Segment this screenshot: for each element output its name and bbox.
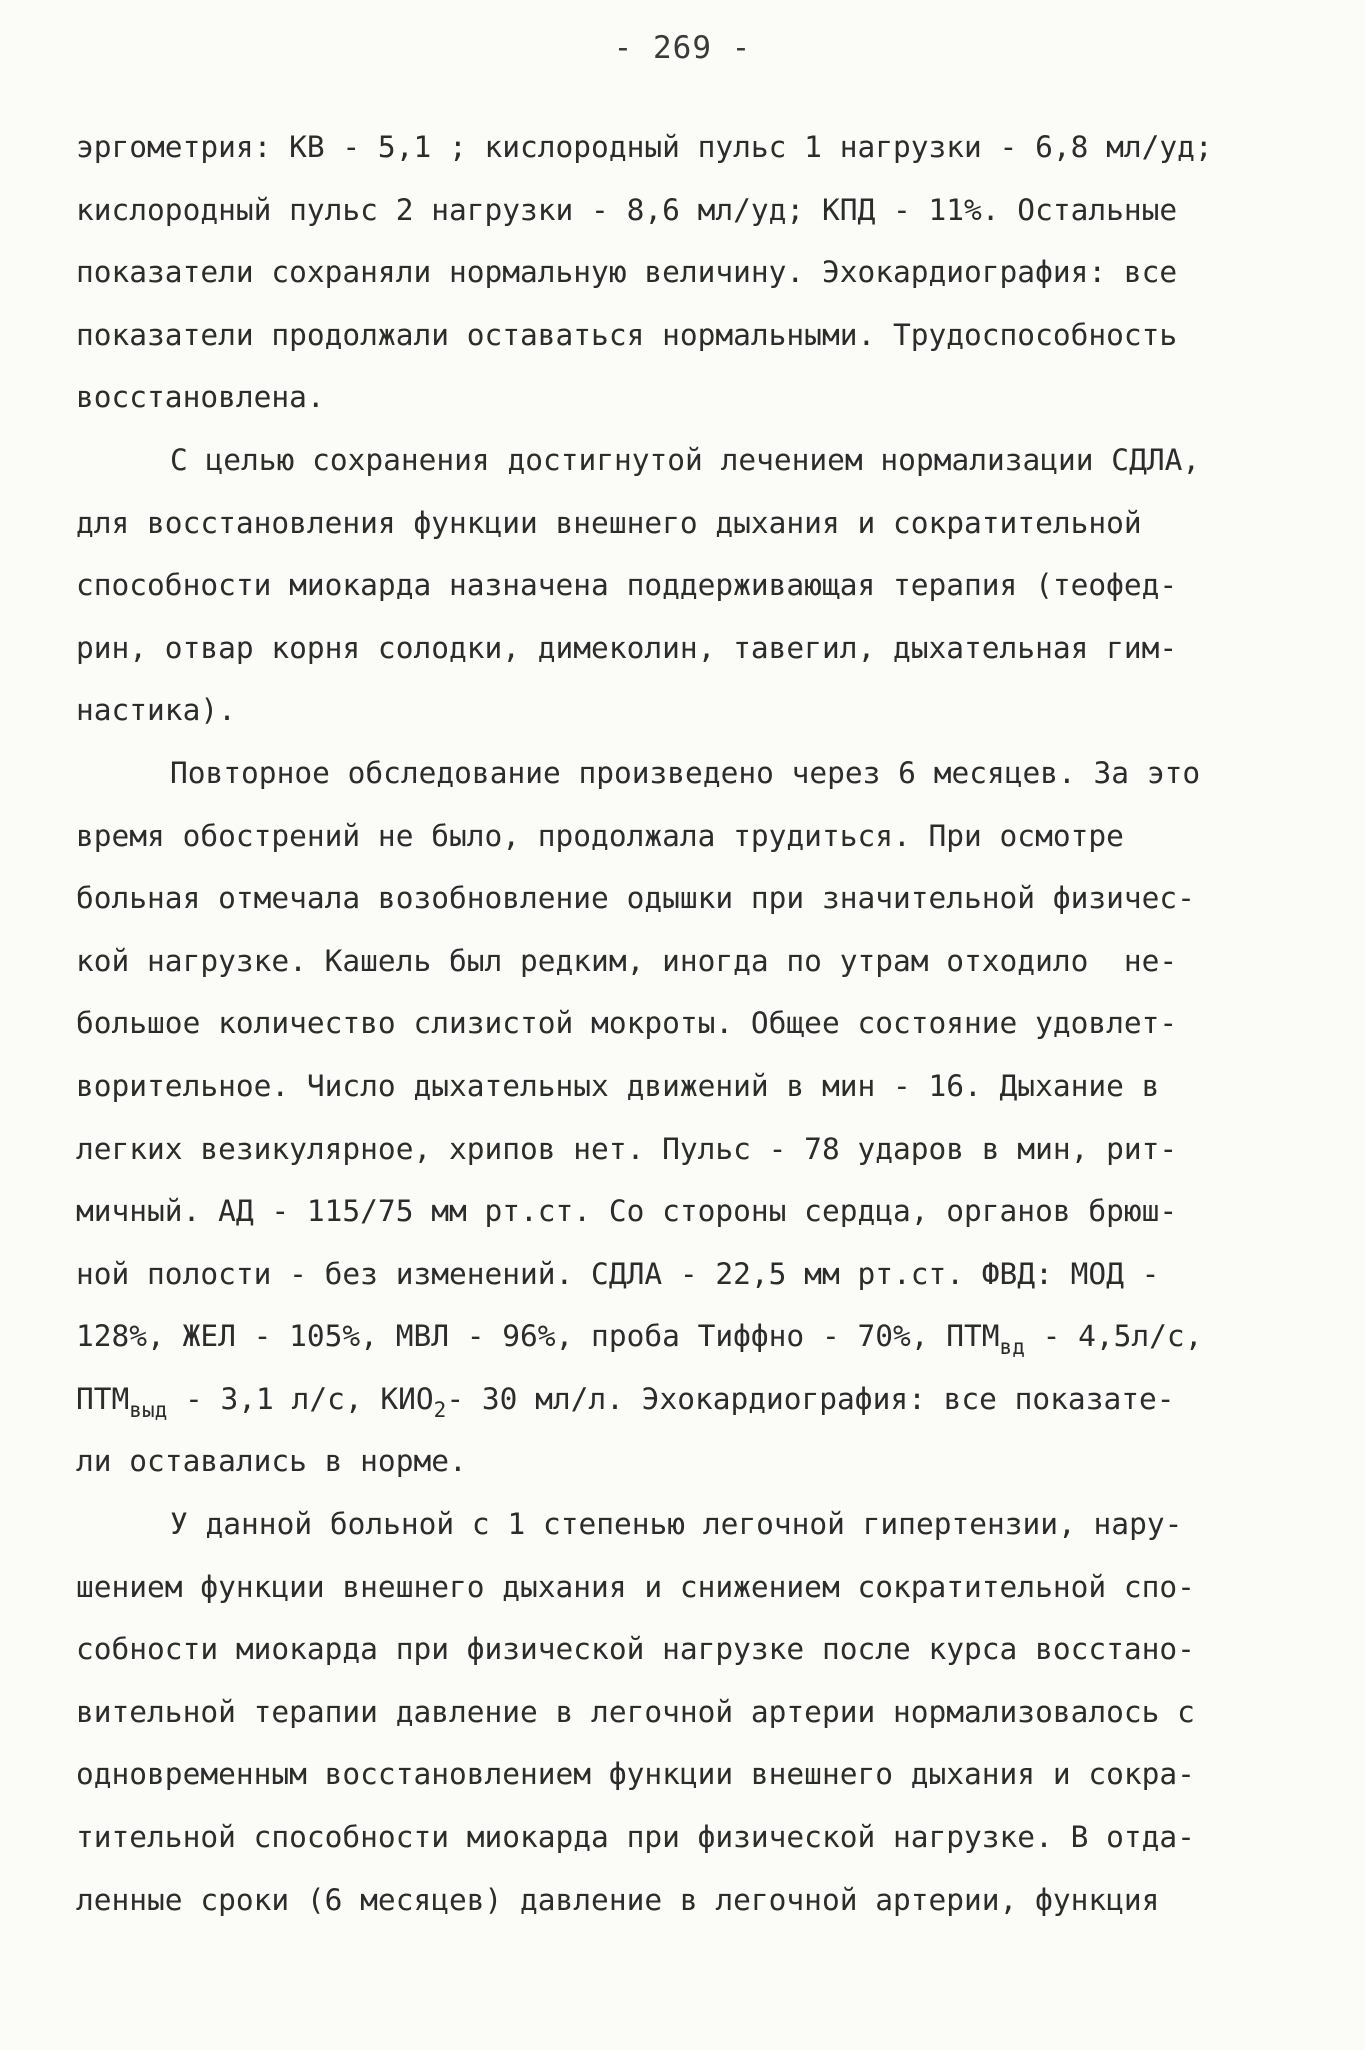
text-line: ли оставались в норме. <box>76 1444 467 1479</box>
text-line: для восстановления функции внешнего дыхания и сократительной <box>76 505 1142 540</box>
text-line-with-subscript <box>76 1305 1306 1368</box>
text-line: рин, отвар корня солодки, димеколин, тавегил, дыхательная гим- <box>76 630 1178 665</box>
text-line: время обострений не было, продолжала трудиться. При осмотре <box>76 818 1124 853</box>
text-line: кислородный пульс 2 нагрузки - 8,6 мл/уд; КПД - 11%. Остальные <box>76 192 1178 227</box>
text-fragment: 128%, ЖЕЛ - 105%, МВЛ - 96%, проба Тиффно - 70%, ПТМ <box>76 1319 1000 1354</box>
text-fragment: ПТМ <box>76 1381 130 1416</box>
text-line: тительной способности миокарда при физической нагрузке. В отда- <box>76 1820 1195 1855</box>
text-line: восстановлена. <box>76 380 325 415</box>
text-line: способности миокарда назначена поддерживающая терапия (теофед- <box>76 568 1178 603</box>
text-line-with-subscript <box>76 1368 1306 1431</box>
text-line: легких везикулярное, хрипов нет. Пульс - 78 ударов в мин, рит- <box>76 1131 1178 1166</box>
text-line: кой нагрузке. Кашель был редким, иногда по утрам отходило не- <box>76 943 1178 978</box>
text-line: больная отмечала возобновление одышки при значительной физичес- <box>76 881 1195 916</box>
text-line: эргометрия: КВ - 5,1 ; кислородный пульс 1 нагрузки - 6,8 мл/уд; <box>76 130 1213 164</box>
page-number: - 269 - <box>613 30 752 66</box>
paragraph-start: С целью сохранения достигнутой лечением нормализации СДЛА, <box>170 442 1201 477</box>
subscript: вд <box>999 1335 1025 1360</box>
text-fragment: - 3,1 л/с, КИО <box>167 1381 434 1416</box>
text-line: большое количество слизистой мокроты. Общее состояние удовлет- <box>76 1006 1178 1041</box>
text-line: ворительное. Число дыхательных движений в мин - 16. Дыхание в <box>76 1068 1160 1103</box>
paragraph-start: Повторное обследование произведено через 6 месяцев. За это <box>170 755 1201 790</box>
text-line: показатели продолжали оставаться нормальными. Трудоспособность <box>76 317 1178 352</box>
paragraph-start: У данной больной с 1 степенью легочной гипертензии, нару- <box>170 1507 1183 1542</box>
text-line: ной полости - без изменений. СДЛА - 22,5 мм рт.ст. ФВД: МОД - <box>76 1256 1160 1291</box>
text-line: настика). <box>76 693 236 728</box>
text-line: ленные сроки (6 месяцев) давление в легочной артерии, функция <box>76 1882 1160 1917</box>
text-line: собности миокарда при физической нагрузке после курса восстано- <box>76 1632 1195 1667</box>
text-fragment: - 30 мл/л. Эхокардиография: все показате- <box>446 1381 1175 1416</box>
text-line: вительной терапии давление в легочной артерии нормализовалось с <box>76 1694 1195 1729</box>
subscript: выд <box>129 1397 168 1422</box>
subscript: 2 <box>433 1397 447 1422</box>
text-line: показатели сохраняли нормальную величину. Эхокардиография: все <box>76 255 1178 290</box>
text-fragment: - 4,5л/с, <box>1024 1319 1203 1354</box>
text-line: шением функции внешнего дыхания и снижением сократительной спо- <box>76 1569 1195 1604</box>
body-text <box>76 116 1306 1931</box>
text-line: одновременным восстановлением функции внешнего дыхания и сокра- <box>76 1757 1195 1792</box>
text-line: мичный. АД - 115/75 мм рт.ст. Со стороны сердца, органов брюш- <box>76 1194 1178 1229</box>
